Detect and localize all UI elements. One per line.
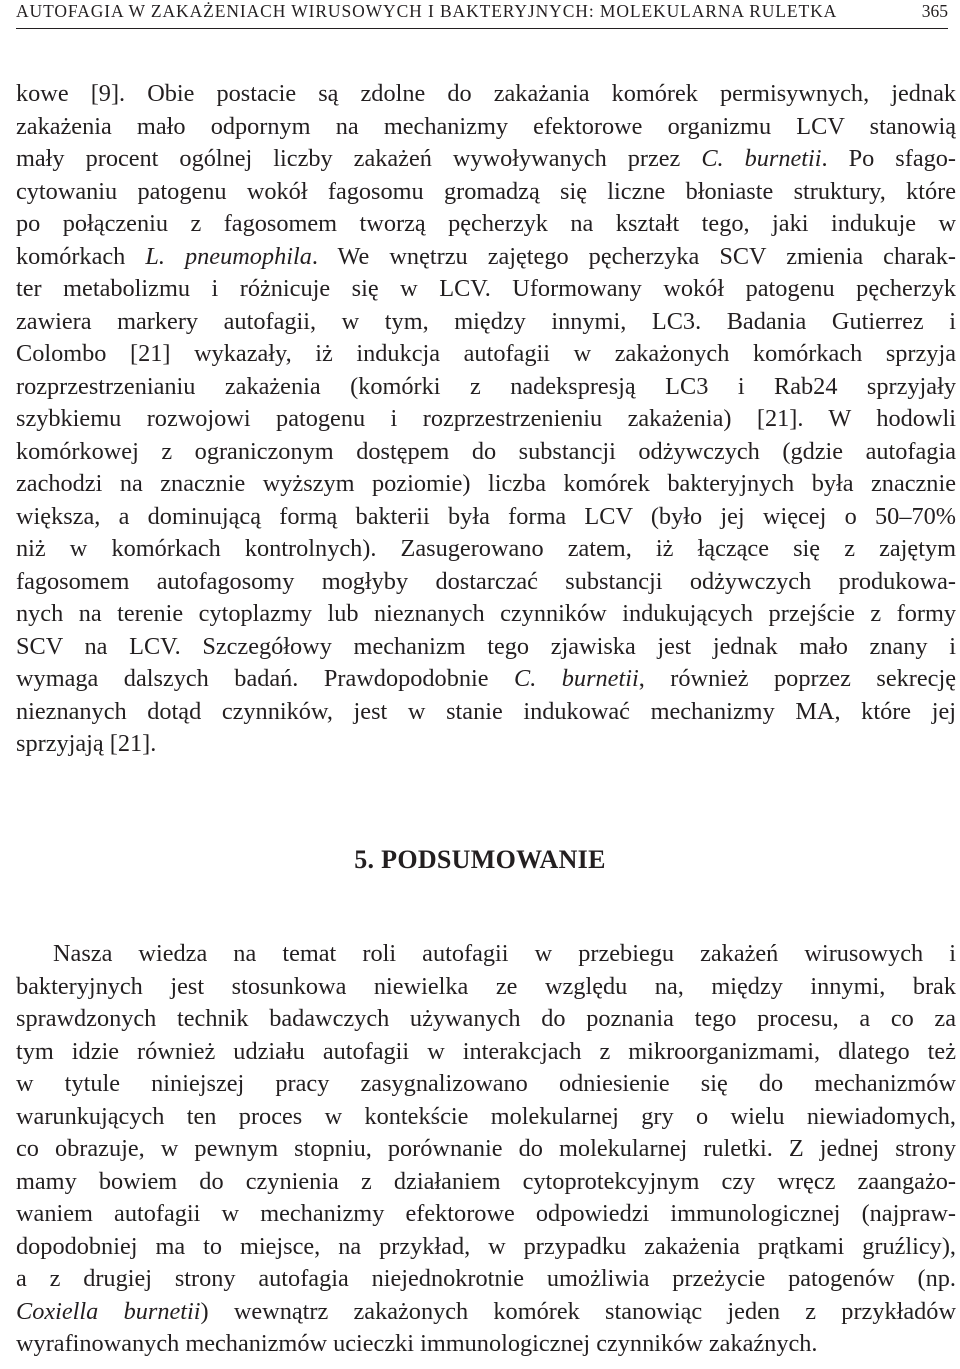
text-line: po połączeniu z fagosomem tworzą pęcherzyk na kształt tego, jaki indukuje w — [16, 210, 956, 237]
species-name: C. burnetii — [514, 665, 639, 692]
species-name: C. burnetii — [701, 145, 822, 172]
text-line: sprzyjają [21]. — [16, 730, 157, 757]
text-line: kowe [9]. Obie postacie są zdolne do zakażania komórek permisywnych, jednak — [16, 80, 956, 107]
text-span: , również poprzez sekrecję — [638, 665, 956, 692]
text-span: wymaga dalszych badań. Prawdopodobnie — [16, 665, 515, 692]
section-heading: 5. PODSUMOWANIE — [354, 845, 606, 874]
text-line — [16, 663, 956, 696]
text-line: komórkowej z ograniczonym dostępem do substancji odżywczych (gdzie autofagia — [16, 437, 956, 465]
text-span: . We wnętrzu zajętego pęcherzyka SCV zmienia charak- — [311, 242, 956, 270]
text-line: ter metabolizmu i różnicuje się w LCV. Uformowany wokół patogenu pęcherzyk — [16, 275, 956, 302]
text-line: Colombo [21] wykazały, iż indukcja autofagii w zakażonych komórkach sprzyja — [16, 340, 956, 367]
text-line: SCV na LCV. Szczegółowy mechanizm tego zjawiska jest jednak mało znany i — [16, 632, 956, 660]
text-line: warunkujących ten proces w kontekście molekularnej gry o wielu niewiadomych, — [16, 1102, 956, 1130]
text-line: sprawdzonych technik badawczych używanych do poznania tego procesu, a co za — [16, 1005, 956, 1032]
species-name: L. pneumophila — [145, 242, 312, 270]
text-line: większa, a dominującą formą bakterii była forma LCV (było jej więcej o 50–70% — [16, 502, 956, 530]
text-line — [16, 1296, 956, 1329]
text-line: niż w komórkach kontrolnych). Zasugerowano zatem, iż łączące się z zajętym — [16, 535, 956, 562]
text-line: zakażenia mało odpornym na mechanizmy efektorowe organizmu LCV stanowią — [16, 112, 956, 140]
running-header — [16, 0, 948, 22]
text-line: zawiera markery autofagii, w tym, między innymi, LC3. Badania Gutierrez i — [16, 307, 956, 335]
species-name: Coxiella burnetii — [16, 1297, 201, 1325]
text-line: nych na terenie cytoplazmy lub nieznanych czynników indukujących przejście z formy — [16, 600, 956, 627]
text-line: bakteryjnych jest stosunkowa niewielka ze względu na, między innymi, brak — [16, 972, 956, 1000]
text-line: fagosomem autofagosomy mogłyby dostarczać substancji odżywczych produkowa- — [16, 567, 956, 595]
text-line — [16, 241, 956, 274]
text-line: dopodobniej ma to miejsce, na przykład, w przypadku zakażenia prątkami gruźlicy), — [16, 1232, 956, 1260]
text-line: nieznanych dotąd czynników, jest w stanie indukować mechanizmy MA, które jej — [16, 697, 956, 725]
text-line — [16, 143, 956, 176]
text-line: waniem autofagii w mechanizmy efektorowe odpowiedzi immunologicznej (najpraw- — [16, 1200, 956, 1227]
text-line: co obrazuje, w pewnym stopniu, porównanie do molekularnej ruletki. Z jednej strony — [16, 1135, 956, 1162]
text-span: mały procent ogólnej liczby zakażeń wywoływanych przez — [16, 145, 702, 172]
text-line: mamy bowiem do czynienia z działaniem cytoprotekcyjnym czy wręcz zaangażo- — [16, 1167, 956, 1195]
text-span: ) wewnątrz zakażonych komórek stanowiąc jeden z przykładów — [200, 1297, 956, 1325]
body-paragraph-1 — [16, 78, 956, 761]
text-line: rozprzestrzenianiu zakażenia (komórki z nadekspresją LC3 i Rab24 sprzyjały — [16, 372, 956, 400]
body-paragraph-2 — [16, 938, 956, 1361]
text-line: Nasza wiedza na temat roli autofagii w przebiegu zakażeń wirusowych i — [53, 940, 956, 967]
text-line: tym idzie również udziału autofagii w interakcjach z mikroorganizmami, dlatego też — [16, 1037, 956, 1065]
page-number: 365 — [921, 1, 948, 21]
text-span: . Po sfago- — [821, 145, 956, 172]
text-line: wyrafinowanych mechanizmów ucieczki immunologicznej czynników zakaźnych. — [16, 1330, 818, 1357]
text-span: komórkach — [16, 242, 146, 270]
header-rule — [16, 28, 948, 29]
running-header-title: AUTOFAGIA W ZAKAŻENIACH WIRUSOWYCH I BAKTERYJNYCH: MOLEKULARNA RULETKA — [16, 1, 838, 21]
text-line: cytowaniu patogenu wokół fagosomu gromadzą się liczne błoniaste struktury, które — [16, 177, 956, 205]
text-line: w tytule niniejszej pracy zasygnalizowano odniesienie się do mechanizmów — [16, 1070, 956, 1097]
text-line: a z drugiej strony autofagia niejednokrotnie umożliwia przeżycie patogenów (np. — [16, 1265, 956, 1292]
text-line: zachodzi na znacznie wyższym poziomie) liczba komórek bakteryjnych była znacznie — [16, 470, 956, 497]
text-line: szybkiemu rozwojowi patogenu i rozprzestrzenieniu zakażenia) [21]. W hodowli — [16, 405, 956, 432]
